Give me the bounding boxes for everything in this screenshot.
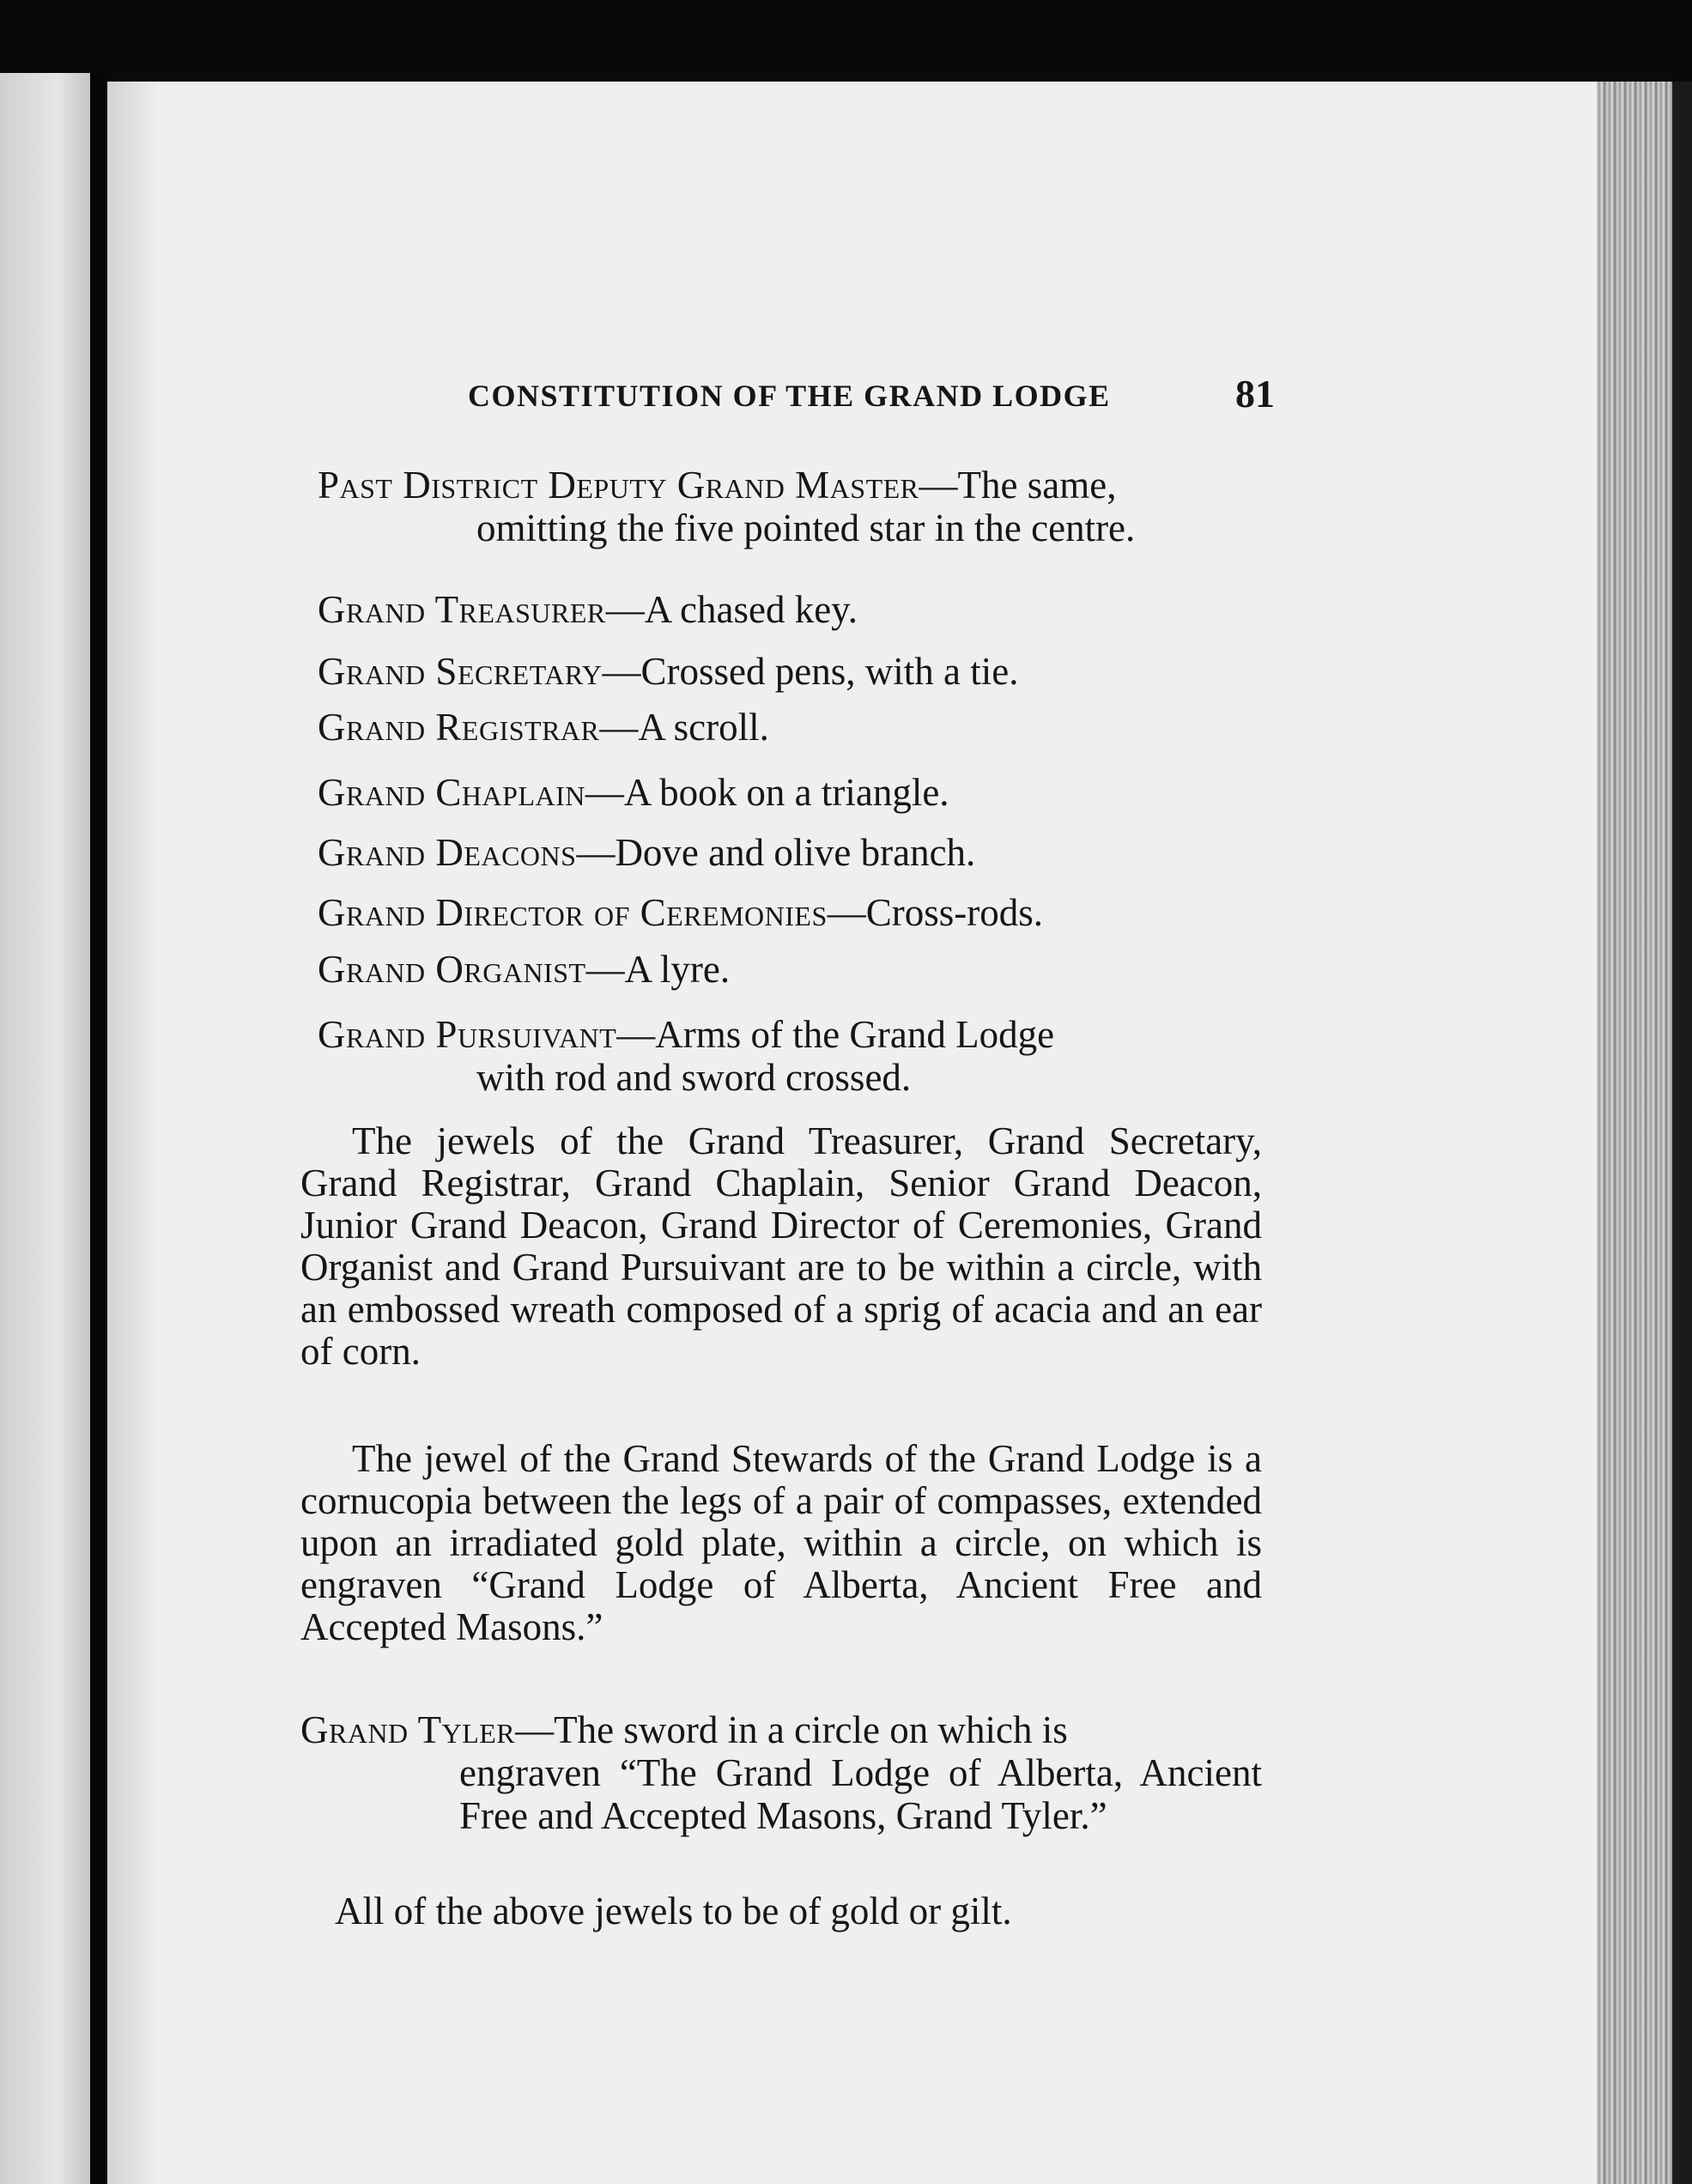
jewel-description-continued: omitting the five pointed star in the centre.: [476, 507, 1136, 549]
running-head-title: CONSTITUTION OF THE GRAND LODGE: [468, 379, 1111, 413]
jewel-description: —A chased key.: [605, 588, 858, 631]
jewel-description: —Crossed pens, with a tie.: [602, 650, 1019, 693]
paragraph-grand-stewards: The jewel of the Grand Stewards of the Grand Lodge is a cornucopia between the legs of a pair of compasses, extended upon an irradiated gold plate, within a circle, on which is engraven “Grand Lodge of Alberta, Ancient Free and Accepted Masons.”: [300, 1437, 1262, 1648]
gutter-shadow: [107, 82, 159, 2184]
closing-line: All of the above jewels to be of gold or gilt.: [335, 1890, 1012, 1932]
scan-right-border: [1672, 82, 1692, 2184]
office-title: Grand Organist: [318, 948, 586, 991]
running-head: [468, 372, 1275, 429]
jewel-description: —A lyre.: [585, 948, 731, 991]
office-title: Grand Pursuivant: [318, 1013, 617, 1056]
jewel-description: —The same,: [919, 464, 1117, 507]
jewel-entry: [318, 771, 1279, 814]
jewel-description: —Cross-rods.: [827, 891, 1044, 934]
jewel-entry: [318, 588, 1279, 631]
office-title: Past District Deputy Grand Master: [318, 464, 919, 507]
jewel-description-continued: with rod and sword crossed.: [476, 1056, 912, 1099]
page-number: 81: [1235, 372, 1275, 416]
office-title: Grand Tyler: [300, 1708, 516, 1751]
jewel-description: —Arms of the Grand Lodge: [616, 1013, 1055, 1056]
jewel-description: —Dove and olive branch.: [576, 831, 976, 874]
jewel-entry: [318, 464, 1279, 549]
jewel-entry: [318, 891, 1279, 934]
jewel-entry: [318, 706, 1279, 749]
office-title: Grand Director of Ceremonies: [318, 891, 828, 934]
office-title: Grand Secretary: [318, 650, 603, 693]
jewel-description: —A book on a triangle.: [585, 771, 949, 814]
jewel-description: —The sword in a circle on which is: [515, 1708, 1068, 1751]
office-title: Grand Registrar: [318, 706, 600, 749]
scan-top-border: [0, 0, 1692, 94]
jewel-entry: [318, 650, 1279, 693]
office-title: Grand Treasurer: [318, 588, 606, 631]
jewel-description: —A scroll.: [599, 706, 769, 749]
jewel-entry: [318, 1013, 1279, 1099]
office-title: Grand Chaplain: [318, 771, 585, 814]
facing-page-edge: [0, 73, 96, 2184]
jewel-entry: [318, 948, 1279, 991]
jewel-entry-tyler: [300, 1708, 1262, 1837]
paragraph-jewels-circle: The jewels of the Grand Treasurer, Grand Secretary, Grand Registrar, Grand Chaplain, Senior Grand Deacon, Junior Grand Deacon, Grand Director of Ceremonies, Grand Organist and Grand Pursuivant are to be within a circle, with an embossed wreath composed of a sprig of acacia and an ear of corn.: [300, 1119, 1262, 1373]
jewel-description-continued: engraven “The Grand Lodge of Alberta, Ancient Free and Accepted Masons, Grand Tyler.”: [459, 1751, 1262, 1837]
jewel-entry: [318, 831, 1279, 874]
office-title: Grand Deacons: [318, 831, 577, 874]
